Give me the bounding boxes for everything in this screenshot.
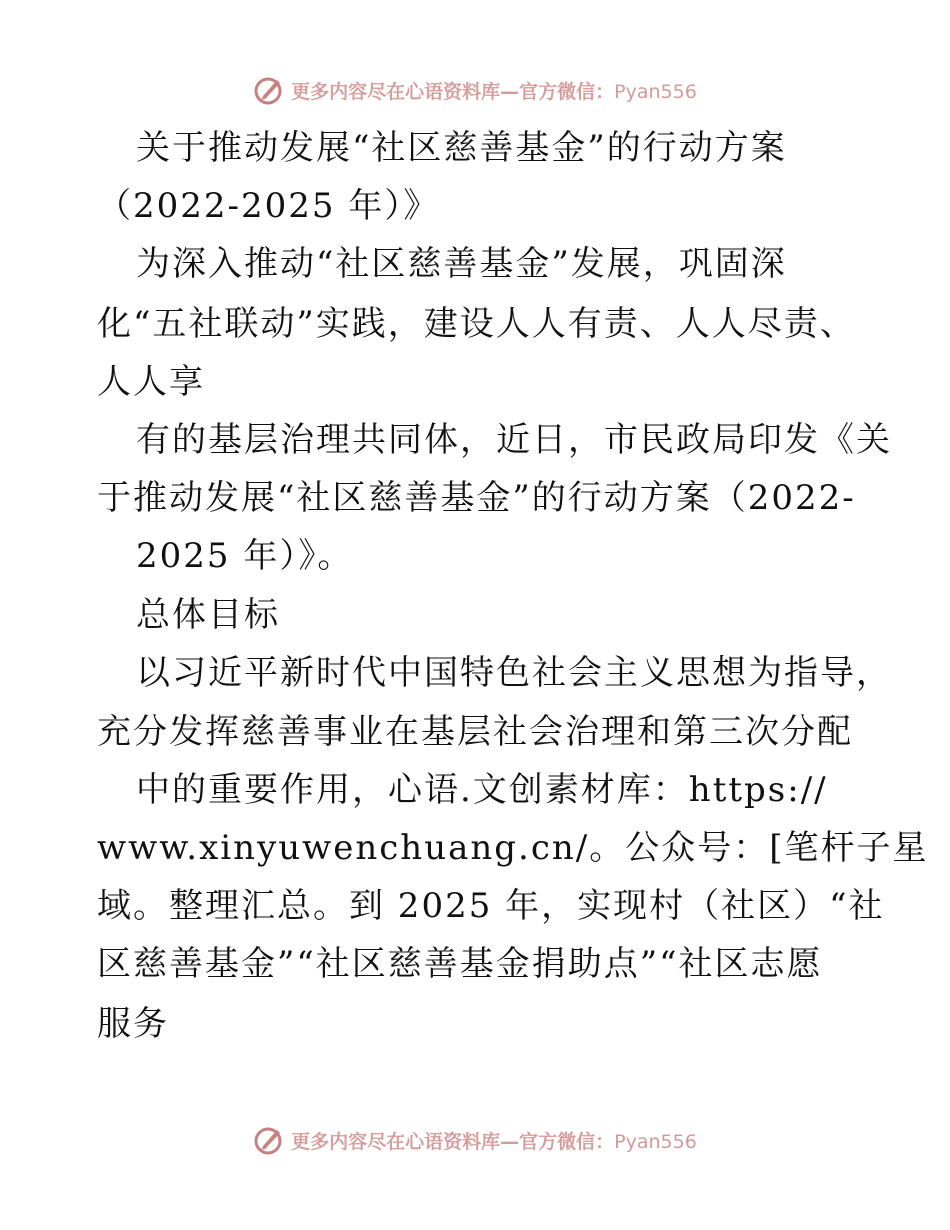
text-line: 服务 (97, 1004, 169, 1044)
feather-pen-logo-icon (253, 74, 285, 106)
watermark-text (291, 77, 697, 104)
watermark-label: 更多内容尽在心语资料库—官方微信： (291, 1130, 615, 1153)
text-line: 2025 年）》。 (136, 536, 354, 576)
text-line: 区慈善基金”“社区慈善基金捐助点”“社区志愿 (97, 944, 823, 984)
text-line: 有的基层治理共同体，近日，市民政局印发《关 (136, 420, 892, 460)
text-line: 关于推动发展“社区慈善基金”的行动方案 (136, 128, 787, 168)
text-line: 于推动发展“社区慈善基金”的行动方案（2022- (97, 478, 856, 518)
watermark-wechat-id: Pyan556 (614, 1130, 697, 1153)
text-line: 人人享 (97, 362, 205, 402)
text-line: 为深入推动“社区慈善基金”发展，巩固深 (136, 244, 787, 284)
text-line: 中的重要作用，心语.文创素材库：https:// (136, 770, 828, 810)
watermark-text (291, 1127, 697, 1154)
watermark-label: 更多内容尽在心语资料库—官方微信： (291, 80, 615, 103)
watermark-wechat-id: Pyan556 (614, 80, 697, 103)
text-line: www.xinyuwenchuang.cn/。公众号：[笔杆子星 (97, 828, 929, 868)
text-line: 以习近平新时代中国特色社会主义思想为指导， (136, 653, 892, 693)
text-line: 域。整理汇总。到 2025 年，实现村（社区）“社 (97, 886, 885, 926)
text-line: （2022-2025 年）》 (97, 186, 440, 226)
section-heading: 总体目标 (136, 595, 280, 635)
footer-watermark (0, 1120, 950, 1160)
text-line: 充分发挥慈善事业在基层社会治理和第三次分配 (97, 712, 853, 752)
header-watermark (0, 70, 950, 110)
feather-pen-logo-icon (253, 1124, 285, 1156)
text-line: 化“五社联动”实践，建设人人有责、人人尽责、 (97, 304, 856, 344)
